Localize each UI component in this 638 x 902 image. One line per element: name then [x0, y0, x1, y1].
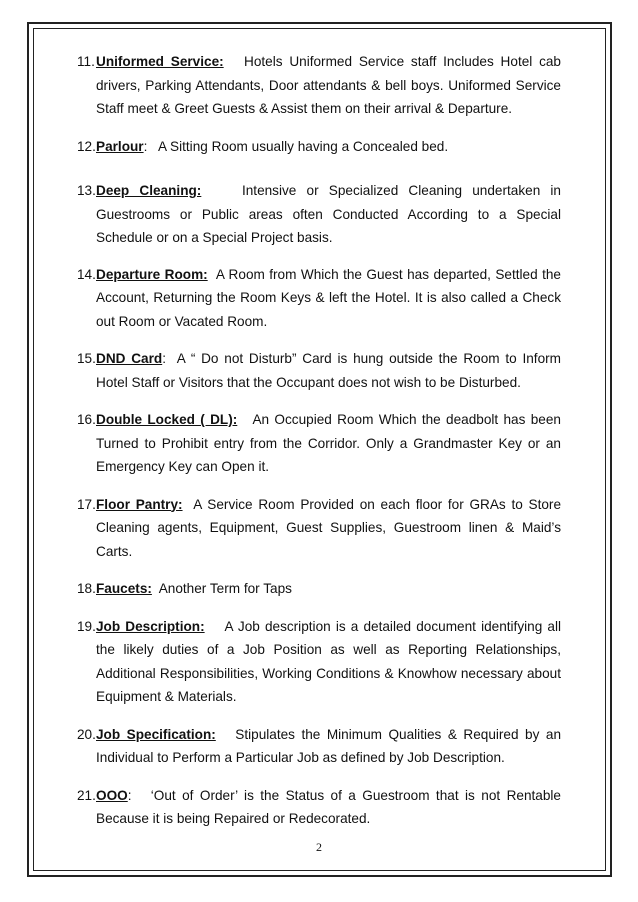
entry-number: 14.	[77, 266, 96, 282]
entry-term: Job Specification:	[96, 726, 216, 742]
entry-term: Parlour	[96, 138, 144, 154]
entry-number: 11.	[77, 54, 95, 69]
entry-definition: Another Term for Taps	[158, 581, 292, 596]
entry-number: 20.	[77, 726, 96, 742]
entry-definition: Hotels Uniformed Service staff Includes Hotel cab drivers, Parking Attendants, Door attendants & bell boys. Uniformed Service Staff meet & Greet Guests & Assist them on their arrival & Departure.	[96, 54, 561, 116]
entry-separator: :	[162, 351, 177, 366]
entry-term: Deep Cleaning:	[96, 183, 202, 198]
entry-separator	[216, 727, 235, 742]
entry-term: Floor Pantry:	[96, 496, 183, 512]
page-number: 2	[316, 840, 322, 854]
entry-definition: Stipulates the Minimum Qualities & Required by an Individual to Perform a Particular Job as defined by Job Description.	[96, 726, 561, 765]
entry-number: 19.	[77, 618, 96, 634]
glossary-entry	[77, 784, 561, 831]
entry-separator	[224, 54, 244, 69]
entry-term: Departure Room:	[96, 266, 208, 282]
entry-term: DND Card	[96, 351, 163, 366]
entry-separator	[183, 497, 194, 512]
entry-term: Job Description:	[96, 618, 205, 634]
entry-definition: An Occupied Room Which the deadbolt has been Turned to Prohibit entry from the Corridor. Only a Grandmaster Key or an Emergency Key can Open it.	[96, 412, 561, 474]
entry-definition: A “ Do not Disturb” Card is hung outside the Room to Inform Hotel Staff or Visitors that the Occupant does not wish to be Disturbed.	[96, 351, 561, 390]
entry-term: Faucets:	[96, 581, 152, 596]
entry-number: 15.	[77, 351, 96, 366]
entry-number: 13.	[77, 183, 96, 198]
entry-separator	[237, 412, 252, 427]
entry-definition: ‘Out of Order’ is the Status of a Guestroom that is not Rentable Because it is being Repaired or Redecorated.	[96, 787, 561, 826]
glossary-entry	[77, 347, 561, 394]
glossary-entry	[77, 179, 561, 250]
glossary-entry	[77, 577, 561, 601]
glossary-entry	[77, 493, 561, 564]
entry-number: 18.	[77, 581, 96, 596]
entry-definition: Intensive or Specialized Cleaning undertaken in Guestrooms or Public areas often Conducted According to a Special Schedule or on a Special Project basis.	[96, 183, 561, 245]
entry-number: 16.	[77, 412, 96, 427]
entry-definition: A Job description is a detailed document identifying all the likely duties of a Job Position as well as Reporting Relationships, Additional Responsibilities, Working Conditions & Knowhow necessary about Equipment & Materials.	[96, 618, 562, 704]
entry-separator	[208, 267, 216, 282]
glossary-list	[77, 50, 561, 831]
entry-separator	[152, 581, 159, 596]
entry-number: 17.	[77, 496, 96, 512]
glossary-entry	[77, 615, 561, 709]
entry-separator: :	[143, 138, 158, 154]
glossary-entry	[77, 50, 561, 121]
entry-term: Uniformed Service:	[96, 54, 224, 69]
glossary-entry	[77, 408, 561, 479]
glossary-entry	[77, 135, 561, 159]
entry-separator: :	[127, 787, 151, 803]
entry-term: Double Locked ( DL):	[96, 412, 238, 427]
entry-definition: A Service Room Provided on each floor for GRAs to Store Cleaning agents, Equipment, Guest Supplies, Guestroom linen & Maid’s Carts.	[96, 496, 561, 559]
entry-number: 12.	[77, 138, 96, 154]
entry-definition: A Room from Which the Guest has departed, Settled the Account, Returning the Room Keys & left the Hotel. It is also called a Check out Room or Vacated Room.	[96, 266, 561, 329]
glossary-entry	[77, 723, 561, 770]
entry-number: 21.	[77, 787, 96, 803]
entry-term: OOO	[96, 787, 128, 803]
glossary-entry	[77, 263, 561, 334]
entry-separator	[205, 619, 225, 634]
entry-definition: A Sitting Room usually having a Concealed bed.	[157, 138, 449, 154]
entry-separator	[201, 183, 242, 198]
